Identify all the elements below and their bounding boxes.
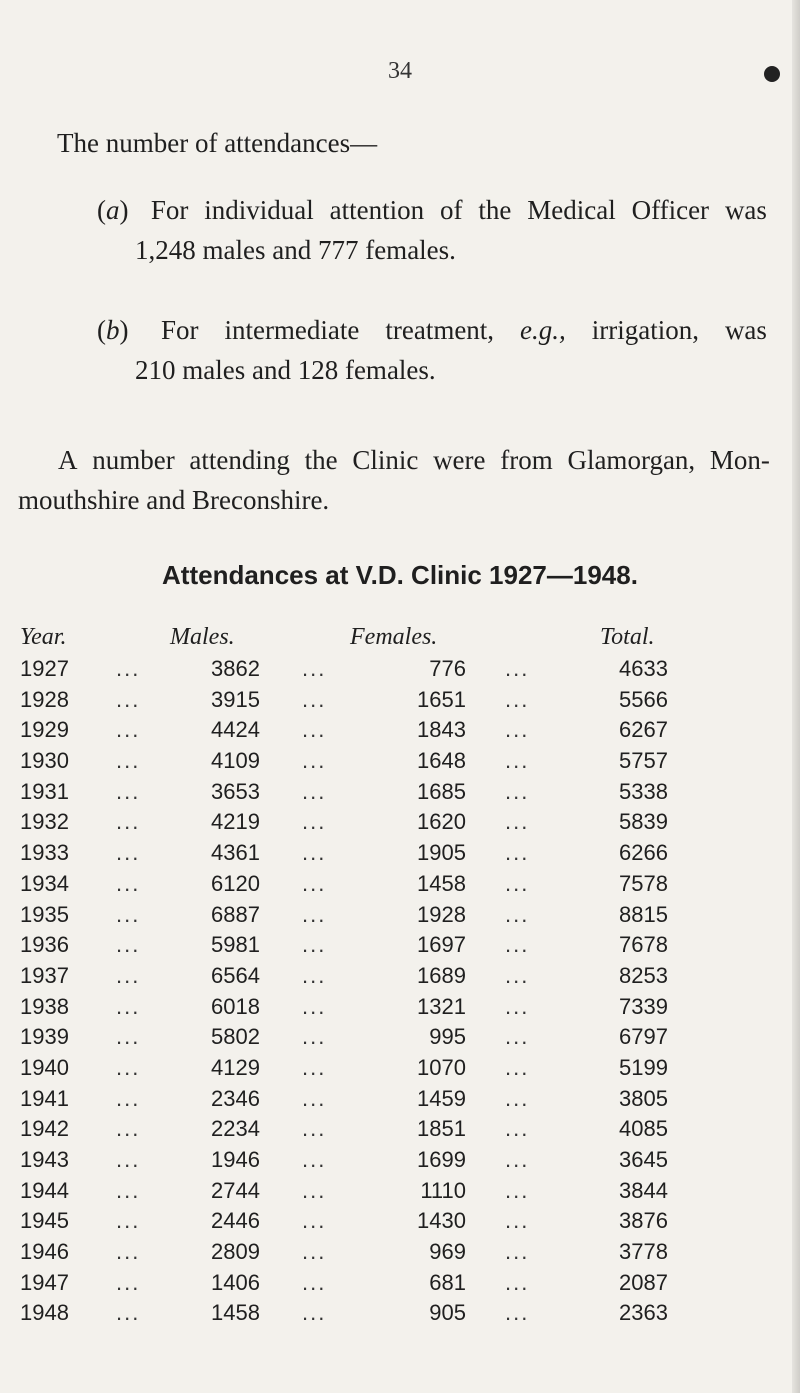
leader-dots: ...: [302, 993, 327, 1019]
table-row: [20, 1116, 710, 1147]
table-row: [20, 871, 710, 902]
cell-females: 1685: [417, 778, 466, 804]
table-row: [20, 1086, 710, 1117]
cell-year: 1935: [20, 901, 69, 927]
cell-total: 4085: [619, 1116, 668, 1142]
leader-dots: ...: [302, 1300, 327, 1326]
leader-dots: ...: [116, 870, 141, 896]
leader-dots: ...: [116, 717, 141, 743]
cell-females: 1697: [417, 932, 466, 958]
item-b-word: e.g.,: [520, 315, 566, 345]
cell-total: 7578: [619, 870, 668, 896]
leader-dots: ...: [505, 686, 530, 712]
leader-dots: ...: [116, 932, 141, 958]
cell-year: 1927: [20, 656, 69, 681]
cell-total: 6267: [619, 717, 668, 743]
cell-males: 4361: [211, 840, 260, 866]
cell-year: 1932: [20, 809, 69, 835]
table-row: [20, 717, 710, 748]
table-row: [20, 963, 710, 994]
leader-dots: ...: [302, 1024, 327, 1050]
cell-females: 681: [429, 1269, 466, 1295]
leader-dots: ...: [505, 1054, 530, 1080]
leader-dots: ...: [116, 1239, 141, 1265]
cell-total: 5199: [619, 1054, 668, 1080]
cell-year: 1946: [20, 1239, 69, 1265]
cell-total: 6797: [619, 1024, 668, 1050]
cell-total: 3844: [619, 1177, 668, 1203]
paragraph-word: Clinic: [352, 445, 419, 475]
table-row: [20, 932, 710, 963]
item-a-line-2: 1,248 males and 777 females.: [135, 235, 456, 265]
leader-dots: ...: [505, 1116, 530, 1142]
cell-females: 1689: [417, 962, 466, 988]
item-a-word: Medical: [527, 195, 616, 225]
table-row: [20, 902, 710, 933]
leader-dots: ...: [505, 1239, 530, 1265]
cell-year: 1930: [20, 748, 69, 774]
cell-total: 5757: [619, 748, 668, 774]
cell-females: 1651: [417, 686, 466, 712]
cell-females: 1648: [417, 748, 466, 774]
cell-year: 1943: [20, 1147, 69, 1172]
paragraph-word: number: [92, 445, 175, 475]
table-row: [20, 748, 710, 779]
leader-dots: ...: [505, 1300, 530, 1326]
cell-total: 2087: [619, 1269, 668, 1295]
ink-blot-mark: [764, 66, 780, 82]
item-b-word: For: [160, 315, 199, 345]
leader-dots: ...: [116, 901, 141, 927]
leader-dots: ...: [505, 962, 530, 988]
table-row: [20, 840, 710, 871]
intro-text: The number of attendances—: [57, 128, 378, 158]
cell-females: 1905: [417, 840, 466, 866]
cell-year: 1941: [20, 1085, 69, 1111]
cell-year: 1928: [20, 686, 69, 712]
leader-dots: ...: [505, 870, 530, 896]
cell-year: 1929: [20, 717, 69, 743]
list-item-a: [97, 190, 767, 270]
cell-total: 5338: [619, 778, 668, 804]
cell-year: 1933: [20, 840, 69, 866]
leader-dots: ...: [116, 840, 141, 866]
leader-dots: ...: [302, 1054, 327, 1080]
leader-dots: ...: [302, 1085, 327, 1111]
cell-females: 1928: [417, 901, 466, 927]
cell-males: 3862: [211, 656, 260, 681]
leader-dots: ...: [116, 656, 141, 681]
cell-males: 6564: [211, 962, 260, 988]
item-a-word: attention: [329, 195, 425, 225]
paragraph-line-1: [18, 440, 770, 480]
cell-males: 2446: [211, 1208, 260, 1234]
paragraph-line-2: mouthshire and Breconshire.: [18, 485, 330, 515]
cell-year: 1931: [20, 778, 69, 804]
leader-dots: ...: [302, 686, 327, 712]
header-males: Males.: [170, 624, 235, 650]
cell-total: 8253: [619, 962, 668, 988]
leader-dots: ...: [116, 778, 141, 804]
paragraph-word: were: [433, 445, 486, 475]
cell-year: 1938: [20, 993, 69, 1019]
leader-dots: ...: [505, 1147, 530, 1172]
leader-dots: ...: [302, 1269, 327, 1295]
leader-dots: ...: [116, 1054, 141, 1080]
leader-dots: ...: [505, 932, 530, 958]
cell-males: 6120: [211, 870, 260, 896]
cell-males: 4424: [211, 717, 260, 743]
table-row: [20, 1300, 710, 1331]
leader-dots: ...: [302, 870, 327, 896]
cell-males: 4109: [211, 748, 260, 774]
leader-dots: ...: [116, 1147, 141, 1172]
item-a-word: of: [440, 195, 463, 225]
table-title: Attendances at V.D. Clinic 1927—1948.: [162, 560, 638, 590]
leader-dots: ...: [505, 840, 530, 866]
leader-dots: ...: [302, 809, 327, 835]
cell-males: 4219: [211, 809, 260, 835]
leader-dots: ...: [505, 1208, 530, 1234]
item-a-word: individual: [204, 195, 314, 225]
attendance-table: [20, 624, 710, 1331]
cell-total: 3645: [619, 1147, 668, 1172]
cell-females: 969: [429, 1239, 466, 1265]
leader-dots: ...: [302, 932, 327, 958]
item-a-line-1: [97, 190, 767, 230]
header-females: Females.: [350, 624, 438, 650]
leader-dots: ...: [116, 748, 141, 774]
cell-males: 1406: [211, 1269, 260, 1295]
item-b-label: (b): [97, 315, 129, 345]
item-b-word: treatment,: [385, 315, 495, 345]
leader-dots: ...: [505, 901, 530, 927]
cell-females: 776: [429, 656, 466, 681]
cell-females: 1430: [417, 1208, 466, 1234]
cell-males: 1946: [211, 1147, 260, 1172]
table-header-row: [20, 624, 710, 656]
cell-males: 2809: [211, 1239, 260, 1265]
cell-males: 3915: [211, 686, 260, 712]
leader-dots: ...: [505, 1269, 530, 1295]
cell-males: 6018: [211, 993, 260, 1019]
cell-females: 1851: [417, 1116, 466, 1142]
table-row: [20, 1270, 710, 1301]
cell-males: 6887: [211, 901, 260, 927]
cell-total: 4633: [619, 656, 668, 681]
leader-dots: ...: [505, 717, 530, 743]
item-b-word: irrigation,: [591, 315, 699, 345]
item-b-line-1: [97, 310, 767, 350]
leader-dots: ...: [116, 1208, 141, 1234]
leader-dots: ...: [116, 809, 141, 835]
cell-total: 7678: [619, 932, 668, 958]
item-b-word: intermediate: [224, 315, 360, 345]
leader-dots: ...: [505, 1177, 530, 1203]
item-a-word: the: [478, 195, 512, 225]
cell-year: 1939: [20, 1024, 69, 1050]
leader-dots: ...: [302, 840, 327, 866]
table-row: [20, 1055, 710, 1086]
paragraph-word: attending: [189, 445, 290, 475]
cell-females: 1110: [420, 1177, 466, 1203]
cell-females: 995: [429, 1024, 466, 1050]
paragraph-word: Glamorgan,: [567, 445, 696, 475]
table-row: [20, 809, 710, 840]
leader-dots: ...: [116, 1300, 141, 1326]
table-body: [20, 656, 710, 1331]
header-total: Total.: [600, 624, 655, 650]
leader-dots: ...: [116, 993, 141, 1019]
cell-males: 3653: [211, 778, 260, 804]
leader-dots: ...: [505, 809, 530, 835]
cell-females: 1699: [417, 1147, 466, 1172]
leader-dots: ...: [302, 1208, 327, 1234]
cell-total: 3805: [619, 1085, 668, 1111]
cell-females: 1458: [417, 870, 466, 896]
cell-total: 3778: [619, 1239, 668, 1265]
leader-dots: ...: [116, 1085, 141, 1111]
leader-dots: ...: [302, 717, 327, 743]
cell-males: 4129: [211, 1054, 260, 1080]
item-a-word: Officer: [631, 195, 710, 225]
cell-year: 1937: [20, 962, 69, 988]
cell-year: 1944: [20, 1177, 69, 1203]
leader-dots: ...: [505, 778, 530, 804]
paragraph-word: Mon-: [709, 445, 770, 475]
table-row: [20, 656, 710, 687]
cell-year: 1940: [20, 1054, 69, 1080]
cell-males: 2744: [211, 1177, 260, 1203]
item-a-word: was: [724, 195, 767, 225]
header-year: Year.: [20, 624, 67, 650]
page-number: 34: [388, 58, 412, 84]
leader-dots: ...: [505, 993, 530, 1019]
cell-females: 1070: [417, 1054, 466, 1080]
paragraph-word: A: [58, 445, 78, 475]
leader-dots: ...: [302, 1147, 327, 1172]
cell-year: 1945: [20, 1208, 69, 1234]
cell-year: 1947: [20, 1269, 69, 1295]
paragraph-word: the: [304, 445, 338, 475]
cell-females: 1321: [417, 993, 466, 1019]
leader-dots: ...: [302, 656, 327, 681]
table-row: [20, 1239, 710, 1270]
leader-dots: ...: [302, 901, 327, 927]
cell-year: 1934: [20, 870, 69, 896]
item-b-line-2: 210 males and 128 females.: [135, 355, 436, 385]
origin-paragraph: [18, 440, 770, 520]
leader-dots: ...: [302, 962, 327, 988]
cell-males: 5802: [211, 1024, 260, 1050]
leader-dots: ...: [116, 962, 141, 988]
table-row: [20, 1147, 710, 1178]
cell-females: 1459: [417, 1085, 466, 1111]
table-row: [20, 687, 710, 718]
cell-total: 2363: [619, 1300, 668, 1326]
cell-total: 6266: [619, 840, 668, 866]
cell-year: 1936: [20, 932, 69, 958]
cell-total: 5839: [619, 809, 668, 835]
leader-dots: ...: [116, 1024, 141, 1050]
leader-dots: ...: [505, 1085, 530, 1111]
leader-dots: ...: [116, 1269, 141, 1295]
table-row: [20, 1208, 710, 1239]
cell-females: 1843: [417, 717, 466, 743]
leader-dots: ...: [116, 1177, 141, 1203]
table-row: [20, 1024, 710, 1055]
table-row: [20, 994, 710, 1025]
item-a-word: For: [150, 195, 189, 225]
cell-males: 2346: [211, 1085, 260, 1111]
cell-males: 1458: [211, 1300, 260, 1326]
cell-total: 5566: [619, 686, 668, 712]
leader-dots: ...: [116, 686, 141, 712]
leader-dots: ...: [302, 1177, 327, 1203]
leader-dots: ...: [505, 1024, 530, 1050]
cell-year: 1942: [20, 1116, 69, 1142]
table-row: [20, 1178, 710, 1209]
leader-dots: ...: [302, 1116, 327, 1142]
list-item-b: [97, 310, 767, 390]
cell-total: 7339: [619, 993, 668, 1019]
leader-dots: ...: [302, 778, 327, 804]
leader-dots: ...: [302, 1239, 327, 1265]
paragraph-word: from: [500, 445, 553, 475]
cell-females: 905: [429, 1300, 466, 1326]
cell-total: 8815: [619, 901, 668, 927]
item-a-label: (a): [97, 195, 129, 225]
cell-females: 1620: [417, 809, 466, 835]
cell-total: 3876: [619, 1208, 668, 1234]
cell-year: 1948: [20, 1300, 69, 1326]
page-edge: [792, 0, 800, 1393]
table-row: [20, 779, 710, 810]
leader-dots: ...: [116, 1116, 141, 1142]
leader-dots: ...: [505, 656, 530, 681]
item-b-word: was: [724, 315, 767, 345]
cell-males: 5981: [211, 932, 260, 958]
leader-dots: ...: [302, 748, 327, 774]
cell-males: 2234: [211, 1116, 260, 1142]
leader-dots: ...: [505, 748, 530, 774]
